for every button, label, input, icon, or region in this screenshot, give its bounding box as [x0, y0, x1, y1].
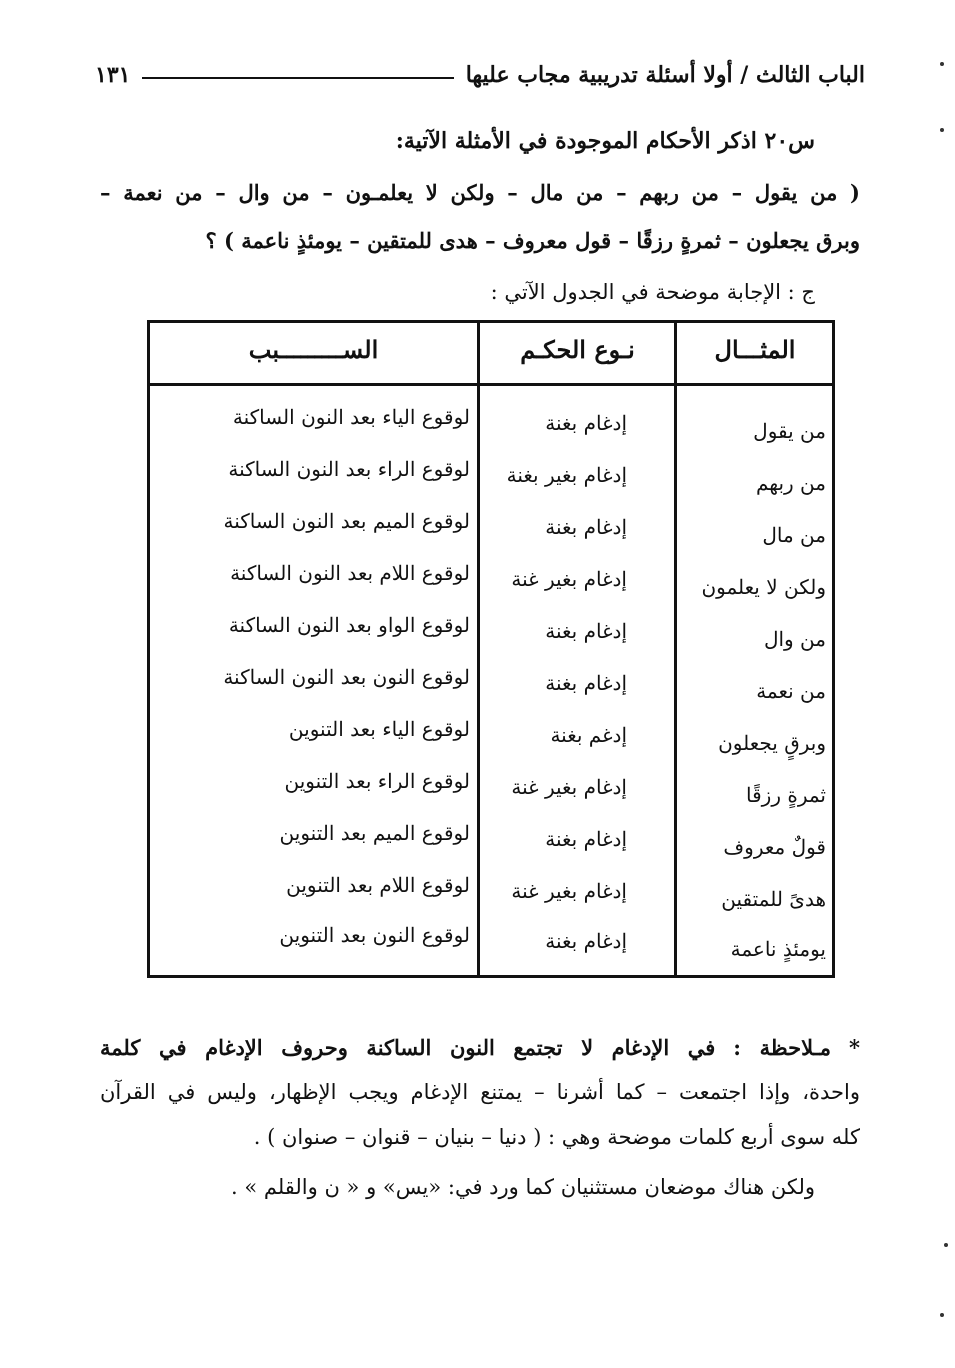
cell-example: ثمرةٍ رزقًا	[746, 783, 826, 807]
scan-speck	[940, 128, 944, 132]
column-header-rule: نـوع الحكـم	[520, 335, 635, 364]
cell-example: ولكن لا يعلمون	[701, 575, 826, 599]
table-row	[150, 405, 832, 463]
cell-reason: لوقوع اللام بعد النون الساكنة	[230, 561, 470, 585]
column-header-example: المثـــال	[714, 335, 796, 364]
cell-reason: لوقوع النون بعد النون الساكنة	[223, 665, 470, 689]
table-row	[150, 509, 832, 567]
table-row	[150, 561, 832, 619]
cell-example: وبرقٍ يجعلون	[718, 731, 826, 755]
table-row	[150, 665, 832, 723]
cell-rule: إدغم بغنة	[550, 723, 627, 747]
cell-example: من يقول	[753, 419, 826, 443]
cell-reason: لوقوع اللام بعد التنوين	[286, 873, 470, 897]
cell-example: من مال	[762, 523, 826, 547]
table-row	[150, 457, 832, 515]
table-row	[150, 821, 832, 879]
note-label: مـلاحظة :	[733, 1035, 832, 1060]
note-star: *	[849, 1035, 860, 1060]
cell-reason: لوقوع الراء بعد النون الساكنة	[228, 457, 470, 481]
scan-speck	[940, 62, 944, 66]
cell-rule: إدغام بغنة	[545, 671, 627, 695]
cell-rule: إدغام بغير غنة	[511, 775, 627, 799]
note-line-1	[100, 1035, 860, 1060]
cell-example: من ربهم	[755, 471, 826, 495]
question-title: س٢٠ اذكر الأحكام الموجودة في الأمثلة الآتية:	[395, 128, 815, 154]
cell-example: قولٌ معروف	[723, 835, 826, 859]
header-divider	[150, 383, 832, 386]
chapter-title: الباب الثالث / أولا أسئلة تدريبية مجاب عليها	[465, 62, 865, 88]
page-header	[95, 55, 865, 95]
question-examples-line-1: ( من يقول – من ربهم – من مال – ولكن لا يعلمـون – من وال – من نعمة –	[100, 180, 860, 205]
cell-example: من وال	[763, 627, 826, 651]
page-number: ١٣١	[95, 62, 131, 88]
answer-intro: ج : الإجابة موضحة في الجدول الآتي :	[490, 280, 815, 304]
cell-reason: لوقوع النون بعد التنوين	[279, 923, 470, 947]
cell-rule: إدغام بغير بغنة	[506, 463, 627, 487]
question-examples-line-2: وبرق يجعلون – ثمرةٍ رزقًا – قول معروف – هدى للمتقين – يومئذٍ ناعمة ) ؟	[205, 228, 860, 253]
cell-rule: إدغام بغنة	[545, 619, 627, 643]
cell-reason: لوقوع الياء بعد التنوين	[288, 717, 470, 741]
scan-speck	[944, 1243, 948, 1247]
cell-rule: إدغام بغير غنة	[511, 567, 627, 591]
cell-reason: لوقوع الميم بعد النون الساكنة	[223, 509, 470, 533]
cell-example: يومئذٍ ناعمة	[730, 937, 826, 961]
note-text-1: في الإدغام لا تجتمع النون الساكنة وحروف الإدغام في كلمة	[100, 1035, 716, 1060]
cell-reason: لوقوع الراء بعد التنوين	[284, 769, 470, 793]
cell-rule: إدغام بغنة	[545, 515, 627, 539]
note-line-4: ولكن هناك موضعان مستثنيان كما ورد في: «يس» و « ن والقلم » .	[230, 1175, 815, 1199]
scan-speck	[940, 1313, 944, 1317]
cell-reason: لوقوع الواو بعد النون الساكنة	[228, 613, 470, 637]
rules-table	[147, 320, 835, 978]
cell-rule: إدغام بغنة	[545, 929, 627, 953]
note-line-2: واحدة، وإذا اجتمعت – كما أشرنا – يمتنع الإدغام ويجب الإظهار، وليس في القرآن	[100, 1080, 860, 1104]
note-line-3: كله سوى أربع كلمات موضحة وهي : ( دنيا – بنيان – قنوان – صنوان ) .	[253, 1125, 860, 1149]
table-row	[150, 613, 832, 671]
column-header-reason: الســـــــــبب	[248, 335, 379, 364]
cell-example: هدىً للمتقين	[721, 887, 826, 911]
table-row	[150, 923, 832, 981]
header-rule	[142, 77, 453, 79]
cell-rule: إدغام بغير غنة	[511, 879, 627, 903]
cell-example: من نعمة	[756, 679, 826, 703]
cell-reason: لوقوع الميم بعد التنوين	[279, 821, 470, 845]
table-row	[150, 769, 832, 827]
table-row	[150, 717, 832, 775]
cell-rule: إدغام بغنة	[545, 827, 627, 851]
cell-reason: لوقوع الياء بعد النون الساكنة	[232, 405, 470, 429]
cell-rule: إدغام بغنة	[545, 411, 627, 435]
